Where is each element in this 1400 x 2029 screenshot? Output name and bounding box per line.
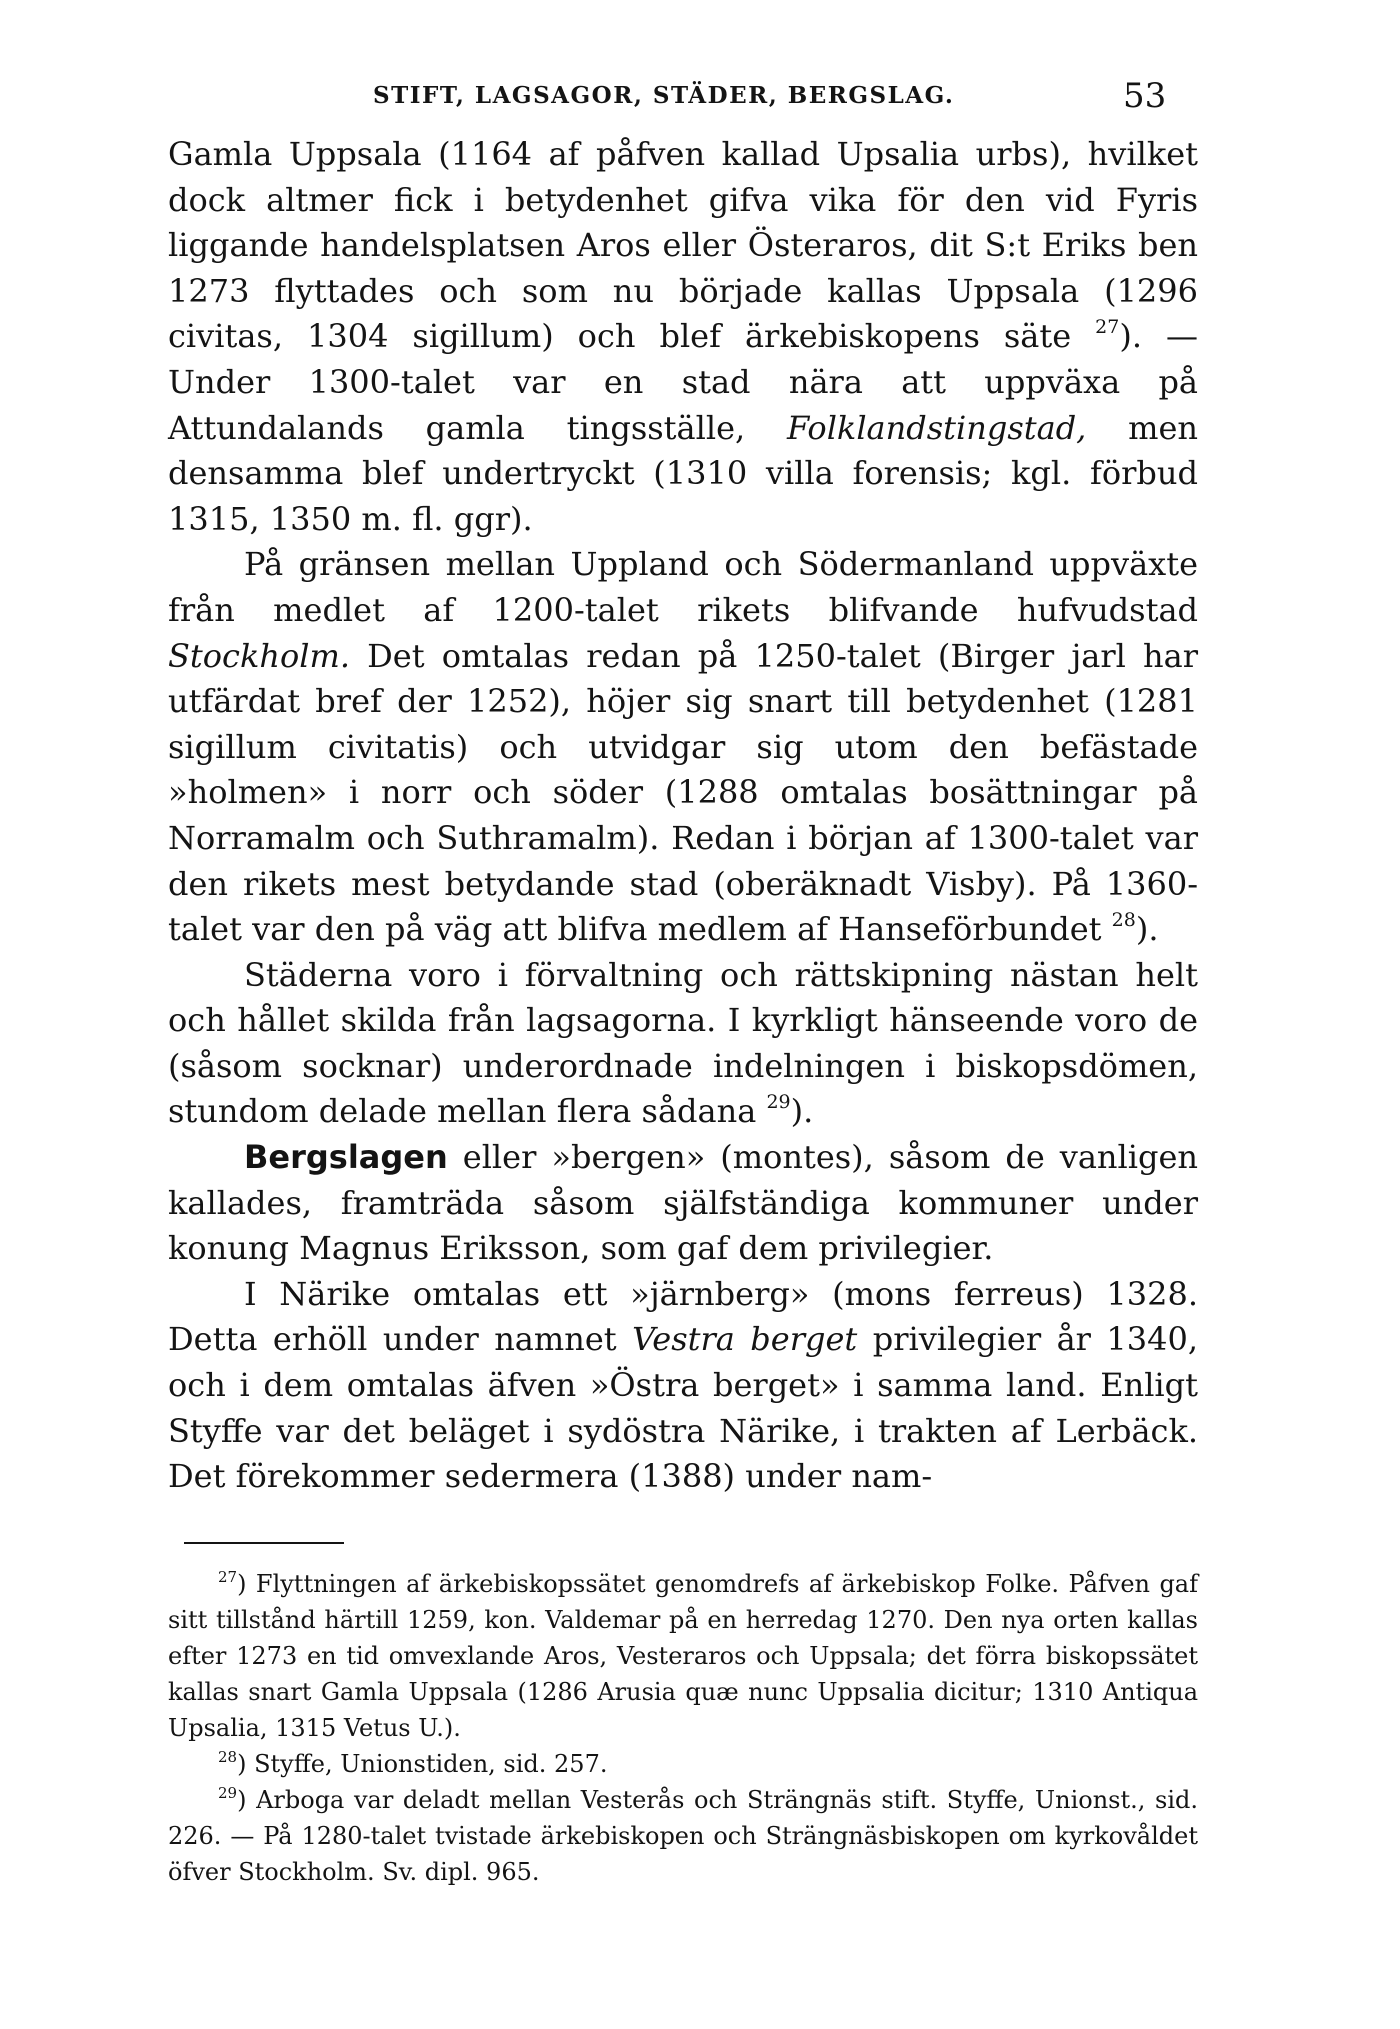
paragraph-bergslagen: [168, 1135, 1198, 1272]
footnotes: [168, 1566, 1198, 1890]
body-text: [168, 132, 1198, 1500]
paragraph-stader: [168, 953, 1198, 1135]
footnote-ref-29: 29: [766, 1091, 791, 1114]
footnote-text: ) Arboga var deladt mellan Vesterås och Strängnäs stift. Styffe, Unionst., sid. 226. — På 1280-talet tvistade ärkebiskopen och Strängnäsbiskopen om kyrkovåldet öfver Stockholm. Sv. dipl. 965.: [168, 1786, 1198, 1886]
paragraph-text: Städerna voro i förvaltning och rättskipning nästan helt och hållet skilda från lagsagorna. I kyrkligt hänseende voro de (såsom socknar) underordnade indelningen i biskopsdömen, stundom delade mellan flera sådana: [168, 955, 1198, 1131]
paragraph-text: Det omtalas redan på 1250-talet (Birger jarl har utfärdat bref der 1252), höjer sig snart till betydenhet (1281 sigillum civitatis) och utvidgar sig utom den befästade »holmen» i norr och söder (1288 omtalas bosättningar på Norramalm och Suthramalm). Redan i början af 1300-talet var den rikets mest betydande stad (oberäknadt Visby). På 1360-talet var den på väg att blifva medlem af Hanseförbundet: [168, 636, 1198, 949]
paragraph-text: På gränsen mellan Uppland och Södermanland uppväxte från medlet af 1200-talet rikets blifvande hufvudstad: [168, 545, 1198, 629]
paragraph-text: ). — Under 1300-talet var en stad nära att uppväxa på Attundalands gamla tingsställe,: [168, 317, 1199, 447]
footnote-number: 27: [218, 1568, 238, 1586]
section-heading-bergslagen: Bergslagen: [244, 1138, 448, 1177]
paragraph-text: ).: [790, 1092, 814, 1131]
footnote-27: [168, 1566, 1198, 1746]
footnote-ref-27: 27: [1095, 316, 1120, 339]
footnote-text: ) Styffe, Unionstiden, sid. 257.: [237, 1750, 608, 1778]
paragraph-stockholm: [168, 542, 1198, 952]
footnote-28: [168, 1746, 1198, 1782]
footnote-divider: [184, 1542, 344, 1544]
paragraph-text: privilegier år 1340, och i dem omtalas äfven »Östra berget» i samma land. Enligt Styffe var det beläget i sydöstra Närike, i trakten af Lerbäck. Det förekommer sedermera (1388) under nam-: [168, 1320, 1199, 1496]
italic-term-vestra-berget: Vestra berget: [632, 1320, 858, 1359]
footnote-text: ) Flyttningen af ärkebiskopssätet genomdrefs af ärkebiskop Folke. Påfven gaf sitt tillstånd härtill 1259, kon. Valdemar på en herredag 1270. Den nya orten kallas efter 1273 en tid omvexlande Aros, Vesteraros och Uppsala; det förra biskopssätet kallas snart Gamla Uppsala (1286 Arusia quæ nunc Uppsalia dicitur; 1310 Antiqua Upsalia, 1315 Vetus U.).: [168, 1570, 1198, 1742]
italic-term-folklandstingstad: Folklandstingstad,: [786, 408, 1087, 447]
paragraph-text: I Närike omtalas ett »järnberg» (mons ferreus) 1328. Detta erhöll under namnet: [168, 1274, 1198, 1359]
italic-term-stockholm: Stockholm.: [168, 636, 350, 675]
footnote-29: [168, 1782, 1198, 1890]
paragraph-text: ).: [1135, 910, 1159, 949]
paragraph-text: men densamma blef undertryckt (1310 villa forensis; kgl. förbud 1315, 1350 m. fl. ggr).: [168, 408, 1199, 538]
footnote-number: 29: [218, 1784, 238, 1802]
running-head: STIFT, LAGSAGOR, STÄDER, BERGSLAG.: [373, 82, 955, 109]
paragraph-narike: [168, 1272, 1198, 1500]
paragraph-gamla-uppsala: [168, 132, 1198, 542]
paragraph-text: eller »bergen» (montes), såsom de vanligen kallades, framträda såsom själfständiga kommuner under konung Magnus Eriksson, som gaf dem privilegier.: [168, 1138, 1198, 1268]
paragraph-text: Gamla Uppsala (1164 af påfven kallad Upsalia urbs), hvilket dock altmer fick i betydenhet gifva vika för den vid Fyris liggande handelsplatsen Aros eller Österaros, dit S:t Eriks ben 1273 flyttades och som nu började kallas Uppsala (1296 civitas, 1304 sigillum) och blef ärkebiskopens säte: [168, 135, 1198, 356]
page-number: 53: [1123, 76, 1167, 116]
footnote-number: 28: [218, 1748, 238, 1766]
footnote-ref-28: 28: [1111, 909, 1136, 932]
